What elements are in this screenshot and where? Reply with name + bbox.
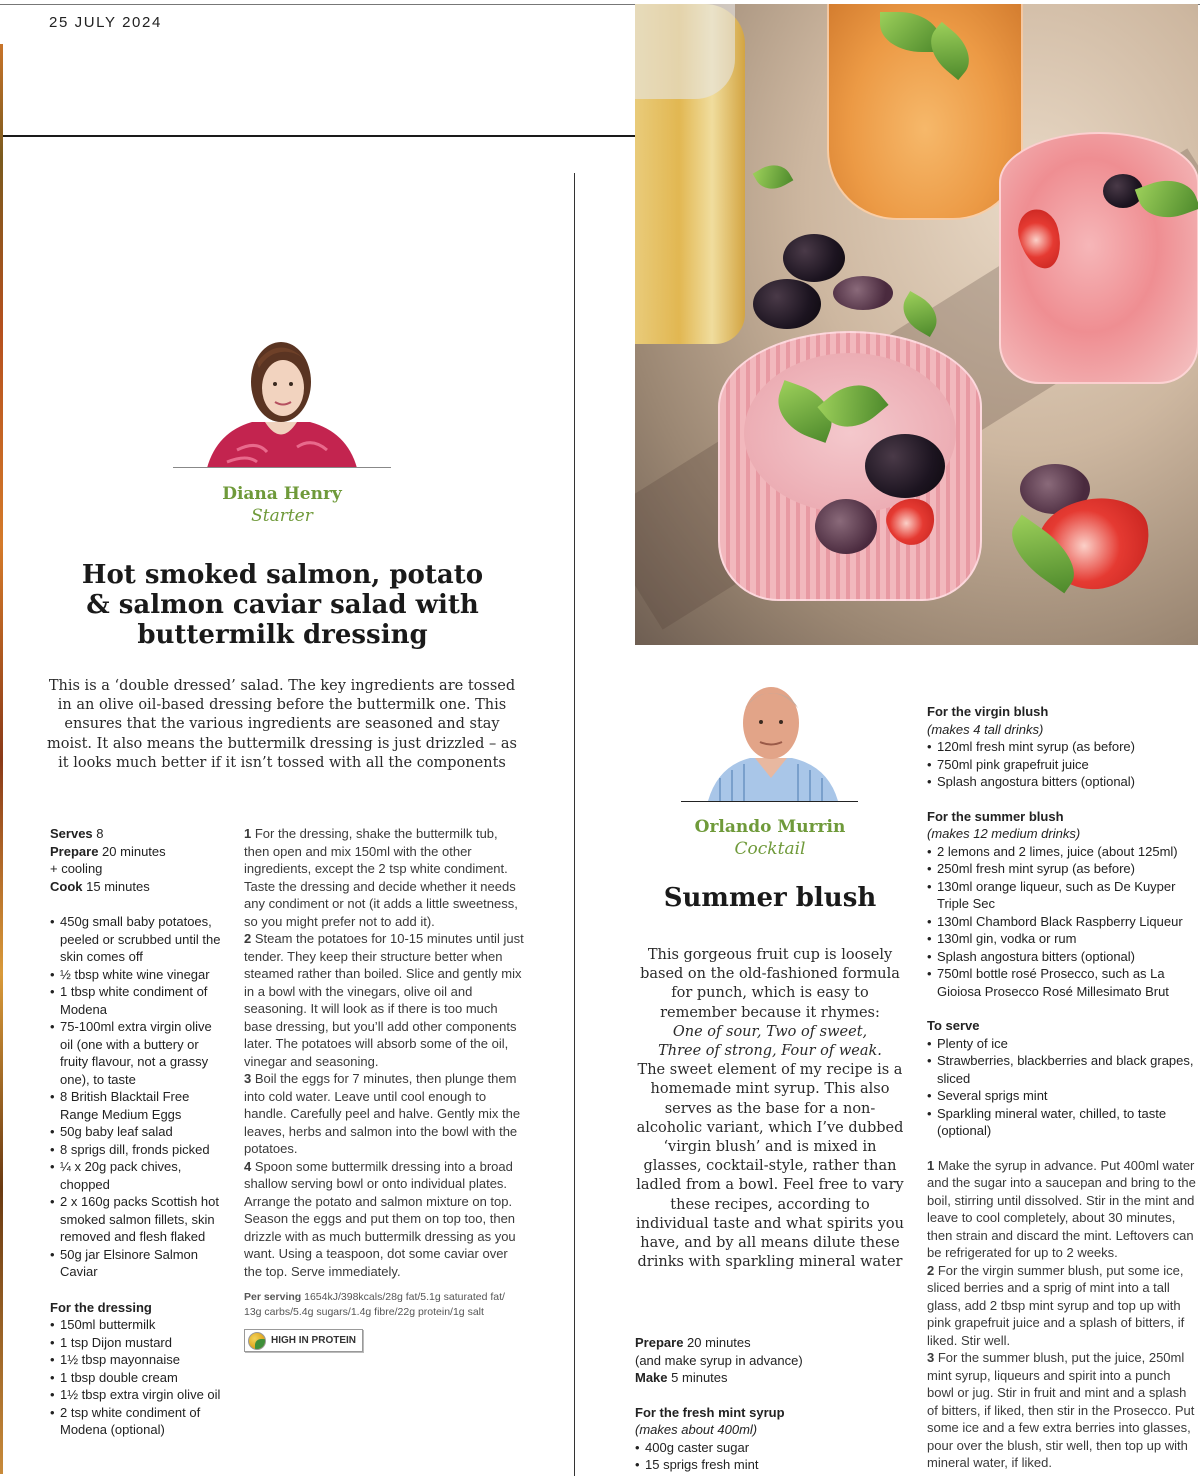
- step-text: Make the syrup in advance. Put 400ml water and the sugar into a saucepan and bring to the boil, stirring until dissolved. Stir in the mint and leave to cool completely, about 30 minutes, then strain and discard the mint. Leftovers can be refrigerated for up to 2 weeks.: [927, 1157, 1196, 1260]
- prepare-line: [635, 1334, 910, 1352]
- dressing-item: • 1 tsp Dijon mustard: [50, 1334, 225, 1352]
- prepare-value: 20 minutes: [102, 843, 166, 859]
- ingredient-item: • ¼ x 20g pack chives, chopped: [50, 1158, 225, 1193]
- virgin-blush-list: [927, 738, 1197, 791]
- step-text: Boil the eggs for 7 minutes, then plunge them into cold water. Leave until cool enough to handle. Carefully peel and halve. Gently mix the leaves, herbs and salmon into the bowl with the potatoes.: [244, 1071, 521, 1156]
- chef-name-orlando-murrin: Orlando Murrin: [694, 817, 846, 837]
- prepare-extra: (and make syrup in advance): [635, 1352, 803, 1368]
- issue-date: 25 JULY 2024: [49, 14, 162, 31]
- make-value: 5 minutes: [671, 1370, 728, 1385]
- step-number: 1: [927, 1157, 935, 1173]
- ingredient-item: • 1 tbsp white condiment of Modena: [50, 983, 225, 1018]
- ingredient-item: • ½ tbsp white wine vinegar: [50, 966, 225, 984]
- summer-item: • 130ml gin, vodka or rum: [927, 930, 1197, 948]
- summer-item: • 750ml bottle rosé Prosecco, such as La Gioiosa Prosecco Rosé Millesimato Brut: [927, 965, 1197, 1000]
- starter-ingredients-column: [50, 825, 225, 1439]
- dressing-item: • 150ml buttermilk: [50, 1316, 225, 1334]
- cook-label: Cook: [50, 878, 83, 894]
- cook-value: 15 minutes: [86, 878, 150, 894]
- portrait-baseline-rule: [681, 801, 858, 802]
- chef-name-diana-henry: Diana Henry: [222, 484, 342, 504]
- virgin-item: • Splash angostura bitters (optional): [927, 773, 1197, 791]
- to-serve-list: [927, 1035, 1197, 1140]
- step-number: 2: [244, 931, 252, 946]
- dressing-item: • 1½ tbsp mayonnaise: [50, 1351, 225, 1369]
- method-step: [244, 1070, 524, 1158]
- nutrition-values: 1654kJ/398kcals/28g fat/5.1g saturated fat/ 13g carbs/5.4g sugars/1.4g fibre/22g protein/1g salt: [244, 1291, 505, 1318]
- serves-value: 8: [96, 826, 104, 841]
- serve-item: • Several sprigs mint: [927, 1087, 1197, 1105]
- ingredient-item: • 8 British Blacktail Free Range Medium Eggs: [50, 1088, 225, 1123]
- title-line: buttermilk dressing: [137, 620, 428, 650]
- portrait-baseline-rule: [173, 467, 391, 468]
- summer-item: • 130ml Chambord Black Raspberry Liqueur: [927, 913, 1197, 931]
- decanter-neck-shape: [635, 4, 735, 99]
- serves-line: [50, 825, 225, 843]
- cook-line: [50, 878, 225, 896]
- syrup-heading: For the fresh mint syrup: [635, 1404, 785, 1420]
- method-step: [927, 1157, 1197, 1262]
- nutrition-label: Per serving: [244, 1291, 302, 1303]
- step-number: 4: [244, 1158, 252, 1174]
- serve-item: • Plenty of ice: [927, 1035, 1197, 1053]
- dressing-item: • 1½ tbsp extra virgin olive oil: [50, 1386, 225, 1404]
- dressing-item: • 2 tsp white condiment of Modena (optional): [50, 1404, 225, 1439]
- step-text: For the dressing, shake the buttermilk tub, then open and mix 150ml with the other ingredients, except the 2 tsp white condiment. Taste the dressing and decide whether it needs any condiment or not (it adds a little sweetness, so you might prefer not to add it).: [244, 826, 518, 929]
- cocktail-method: [927, 1157, 1197, 1472]
- intro-text: The sweet element of my recipe is a homemade mint syrup. This also serves as the base for a non-alcoholic variant, which I’ve dubbed ‘virgin blush’ and is mixed in glasses, cocktail-style, rather than ladled from a bowl. Feel free to vary these recipes, according to individual taste and what spirits you have, and by all means dilute these drinks with sparkling mineral water: [636, 1062, 904, 1271]
- blackberry-shape: [753, 279, 821, 329]
- virgin-item: • 120ml fresh mint syrup (as before): [927, 738, 1197, 756]
- cocktail-ingredients-column: [927, 703, 1197, 1472]
- high-in-protein-badge: [244, 1329, 363, 1352]
- header-rule: [3, 135, 635, 137]
- step-number: 2: [927, 1262, 935, 1278]
- step-number: 1: [244, 826, 252, 841]
- to-serve-heading: To serve: [927, 1018, 980, 1033]
- grape-half-shape: [833, 276, 893, 310]
- blackberry-shape: [865, 434, 945, 498]
- virgin-blush-note: (makes 4 tall drinks): [927, 721, 1044, 737]
- step-number: 3: [244, 1071, 252, 1086]
- dressing-list: [50, 1316, 225, 1439]
- cocktail-meta-column: [635, 1334, 910, 1474]
- intro-text: This gorgeous fruit cup is loosely based on the old-fashioned formula for punch, which is easy to remember because it rhymes:: [640, 947, 900, 1021]
- syrup-item: • 15 sprigs fresh mint: [635, 1456, 910, 1474]
- dressing-item: • 1 tbsp double cream: [50, 1369, 225, 1387]
- summer-item: • 250ml fresh mint syrup (as before): [927, 860, 1197, 878]
- serve-item: • Strawberries, blackberries and black grapes, sliced: [927, 1052, 1197, 1087]
- prepare-extra: + cooling: [50, 861, 103, 876]
- mint-leaf-shape: [753, 158, 794, 197]
- course-label-starter: Starter: [251, 506, 313, 526]
- summer-blush-note: (makes 12 medium drinks): [927, 826, 1081, 841]
- prepare-line: [50, 843, 225, 861]
- ingredient-item: • 8 sprigs dill, fronds picked: [50, 1141, 225, 1159]
- ingredient-item: • 2 x 160g packs Scottish hot smoked salmon fillets, skin removed and flesh flaked: [50, 1193, 225, 1246]
- method-step: [244, 1158, 524, 1281]
- method-step: [927, 1262, 1197, 1350]
- step-text: Steam the potatoes for 10-15 minutes until just tender. They keep their structure better when steamed rather than boiled. Slice and gently mix in a bowl with the vinegars, olive oil and seasoning. It will look as if there is too much base dressing, but you’ll add other components later. The potatoes will absorb some of the oil, vinegar and seasoning.: [244, 931, 524, 1069]
- summer-item: • 130ml orange liqueur, such as De Kuyper Triple Sec: [927, 878, 1197, 913]
- ingredient-item: • 450g small baby potatoes, peeled or scrubbed until the skin comes off: [50, 913, 225, 966]
- method-step: [244, 825, 524, 930]
- badge-label: HIGH IN PROTEIN: [271, 1335, 357, 1346]
- leaf-plate-icon: [248, 1332, 266, 1350]
- course-label-cocktail: Cocktail: [734, 839, 806, 859]
- syrup-item: • 400g caster sugar: [635, 1439, 910, 1457]
- serves-label: Serves: [50, 826, 93, 841]
- ingredient-item: • 50g jar Elsinore Salmon Caviar: [50, 1246, 225, 1281]
- cocktail-intro: [634, 946, 906, 1272]
- column-divider: [574, 173, 575, 1476]
- method-step: [927, 1349, 1197, 1472]
- rhyme-line: Three of strong, Four of weak.: [658, 1043, 882, 1060]
- summer-blush-list: [927, 843, 1197, 1001]
- syrup-list: [635, 1439, 910, 1474]
- recipe-title-salmon-salad: [40, 560, 525, 650]
- summer-item: • Splash angostura bitters (optional): [927, 948, 1197, 966]
- ingredient-item: • 50g baby leaf salad: [50, 1123, 225, 1141]
- summer-item: • 2 lemons and 2 limes, juice (about 125ml): [927, 843, 1197, 861]
- step-text: For the virgin summer blush, put some ice, sliced berries and a sprig of mint into a tall glass, add 2 tbsp mint syrup and top up with pink grapefruit juice and a splash of bitters, if liked. Stir well.: [927, 1262, 1185, 1348]
- title-line: & salmon caviar salad with: [86, 590, 479, 620]
- prepare-label: Prepare: [50, 843, 99, 859]
- make-line: [635, 1369, 910, 1387]
- prepare-value: 20 minutes: [687, 1335, 751, 1350]
- blackberry-shape: [783, 234, 845, 282]
- ingredient-list: [50, 913, 225, 1281]
- title-line: Hot smoked salmon, potato: [81, 560, 484, 590]
- prepare-label: Prepare: [635, 1335, 684, 1350]
- make-label: Make: [635, 1370, 668, 1385]
- rhyme-line: One of sour, Two of sweet,: [672, 1023, 868, 1040]
- method-step: [244, 930, 524, 1070]
- starter-method: [244, 825, 524, 1280]
- step-text: For the summer blush, put the juice, 250ml mint syrup, liqueurs and spirit into a punch bowl or jug. Stir in fruit and mint and a splash of bitters, if liked, then stir in the Prosecco. Put some ice and a few extra berries into glasses, pour over the blush, stir well, then top up with mineral water, if liked.: [927, 1350, 1195, 1470]
- nutrition-info: [244, 1290, 524, 1320]
- starter-intro: This is a ‘double dressed’ salad. The key ingredients are tossed in an olive oil-based dressing before the buttermilk one. This ensures that the various ingredients are seasoned and stay moist. It also means the buttermilk dressing is just drizzled – as it looks much better if it isn’t tossed with all the components: [47, 678, 517, 771]
- summer-blush-heading: For the summer blush: [927, 808, 1064, 824]
- dressing-heading: For the dressing: [50, 1299, 152, 1315]
- recipe-title-summer-blush: Summer blush: [663, 883, 877, 913]
- adjacent-page-photo-edge: [0, 44, 3, 1474]
- ingredient-item: • 75-100ml extra virgin olive oil (one with a buttery or fruity flavour, not a grassy one), to taste: [50, 1018, 225, 1088]
- virgin-blush-heading: For the virgin blush: [927, 704, 1049, 719]
- step-text: Spoon some buttermilk dressing into a broad shallow serving bowl or onto individual plates. Arrange the potato and salmon mixture on top. Season the eggs and put them on top too, then drizzle with as much buttermilk dressing as you want. Using a teaspoon, dot some caviar over the top. Serve immediately.: [244, 1158, 516, 1279]
- step-number: 3: [927, 1350, 935, 1365]
- orlando-murrin-portrait: [700, 678, 842, 801]
- serve-item: • Sparkling mineral water, chilled, to taste (optional): [927, 1105, 1197, 1140]
- diana-henry-portrait: [197, 322, 365, 468]
- virgin-item: • 750ml pink grapefruit juice: [927, 756, 1197, 774]
- cocktail-photo: [635, 4, 1198, 645]
- grape-half-shape: [815, 499, 877, 554]
- syrup-note: (makes about 400ml): [635, 1422, 758, 1437]
